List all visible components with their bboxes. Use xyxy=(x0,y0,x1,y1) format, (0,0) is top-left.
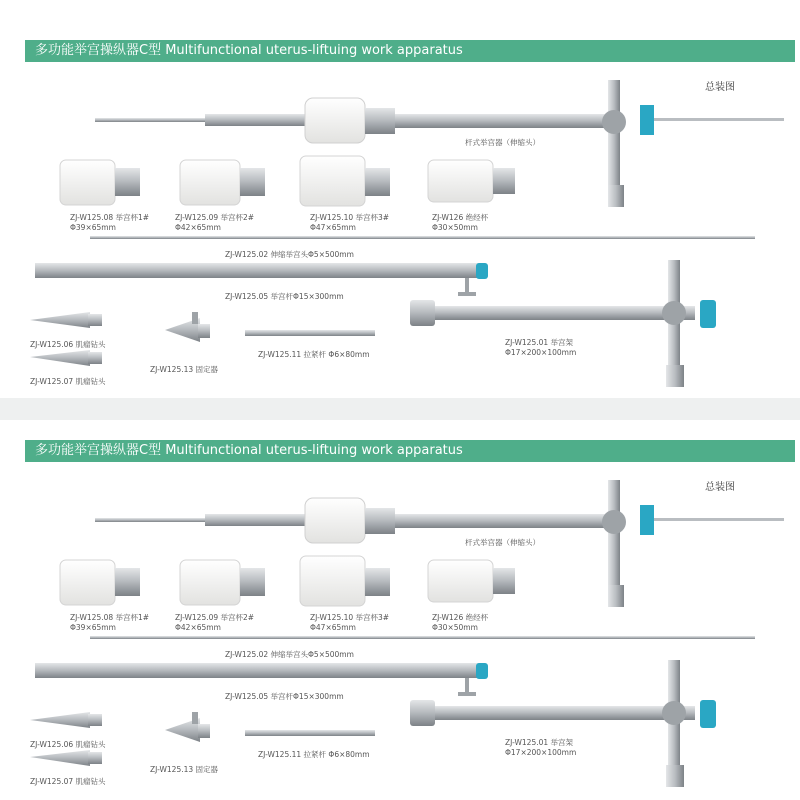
label-rod-type-lifter: 杆式举宫器（伸缩头） xyxy=(465,138,540,147)
label-cup-insulating: ZJ-W126 绝经杯 Φ30×50mm xyxy=(432,213,489,232)
label-cup-insulating: ZJ-W126 绝经杯 Φ30×50mm xyxy=(432,613,489,632)
label-cup-3: ZJ-W125.10 举宫杯3# Φ47×65mm xyxy=(310,613,390,632)
cup-3 xyxy=(300,556,390,606)
label-cup-2: ZJ-W125.09 举宫杯2# Φ42×65mm xyxy=(175,613,255,632)
instrument-illustrations xyxy=(0,20,800,395)
label-telescopic-head: ZJ-W125.02 伸缩举宫头Φ5×500mm xyxy=(225,650,354,659)
label-cup-3: ZJ-W125.10 举宫杯3# Φ47×65mm xyxy=(310,213,390,232)
label-fixer: ZJ-W125.13 固定器 xyxy=(150,365,219,374)
cup-1 xyxy=(60,560,140,605)
label-cup-2: ZJ-W125.09 举宫杯2# Φ42×65mm xyxy=(175,213,255,232)
label-drill-head-1: ZJ-W125.06 肌瘤钻头 xyxy=(30,340,106,349)
telescopic-rod xyxy=(90,236,755,239)
product-banner: 多功能举宫操纵器C型 Multifunctional uterus-liftuing work apparatus xyxy=(25,40,795,62)
product-banner: 多功能举宫操纵器C型 Multifunctional uterus-liftuing work apparatus xyxy=(25,440,795,462)
product-panel-top xyxy=(0,20,800,395)
tension-rod xyxy=(245,730,375,736)
label-rod-type-lifter: 杆式举宫器（伸缩头） xyxy=(465,538,540,547)
label-drill-head-2: ZJ-W125.07 肌瘤钻头 xyxy=(30,777,106,786)
label-drill-head-1: ZJ-W125.06 肌瘤钻头 xyxy=(30,740,106,749)
cup-1 xyxy=(60,160,140,205)
cup-2 xyxy=(180,560,265,605)
label-lifting-rod: ZJ-W125.05 举宫杆Φ15×300mm xyxy=(225,692,344,701)
label-tension-rod: ZJ-W125.11 拉紧杆 Φ6×80mm xyxy=(258,750,370,759)
cup-insulating xyxy=(428,160,515,202)
fixer xyxy=(165,312,210,342)
telescopic-rod xyxy=(90,636,755,639)
cup-insulating xyxy=(428,560,515,602)
drill-head-1 xyxy=(30,312,102,328)
drill-head-1 xyxy=(30,712,102,728)
lifting-frame xyxy=(410,260,716,387)
lifting-frame xyxy=(410,660,716,787)
label-lifting-frame: ZJ-W125.01 举宫架 Φ17×200×100mm xyxy=(505,738,577,757)
label-cup-1: ZJ-W125.08 举宫杯1# Φ39×65mm xyxy=(70,213,150,232)
label-tension-rod: ZJ-W125.11 拉紧杆 Φ6×80mm xyxy=(258,350,370,359)
label-lifting-frame: ZJ-W125.01 举宫架 Φ17×200×100mm xyxy=(505,338,577,357)
assembly-label: 总装图 xyxy=(705,482,735,493)
label-cup-1: ZJ-W125.08 举宫杯1# Φ39×65mm xyxy=(70,613,150,632)
drill-head-2 xyxy=(30,750,102,766)
label-drill-head-2: ZJ-W125.07 肌瘤钻头 xyxy=(30,377,106,386)
assembly-label: 总装图 xyxy=(705,82,735,93)
label-telescopic-head: ZJ-W125.02 伸缩举宫头Φ5×500mm xyxy=(225,250,354,259)
fixer xyxy=(165,712,210,742)
label-lifting-rod: ZJ-W125.05 举宫杆Φ15×300mm xyxy=(225,292,344,301)
drill-head-2 xyxy=(30,350,102,366)
tension-rod xyxy=(245,330,375,336)
instrument-illustrations xyxy=(0,420,800,795)
cup-2 xyxy=(180,160,265,205)
cup-3 xyxy=(300,156,390,206)
label-fixer: ZJ-W125.13 固定器 xyxy=(150,765,219,774)
product-panel-bottom xyxy=(0,420,800,795)
